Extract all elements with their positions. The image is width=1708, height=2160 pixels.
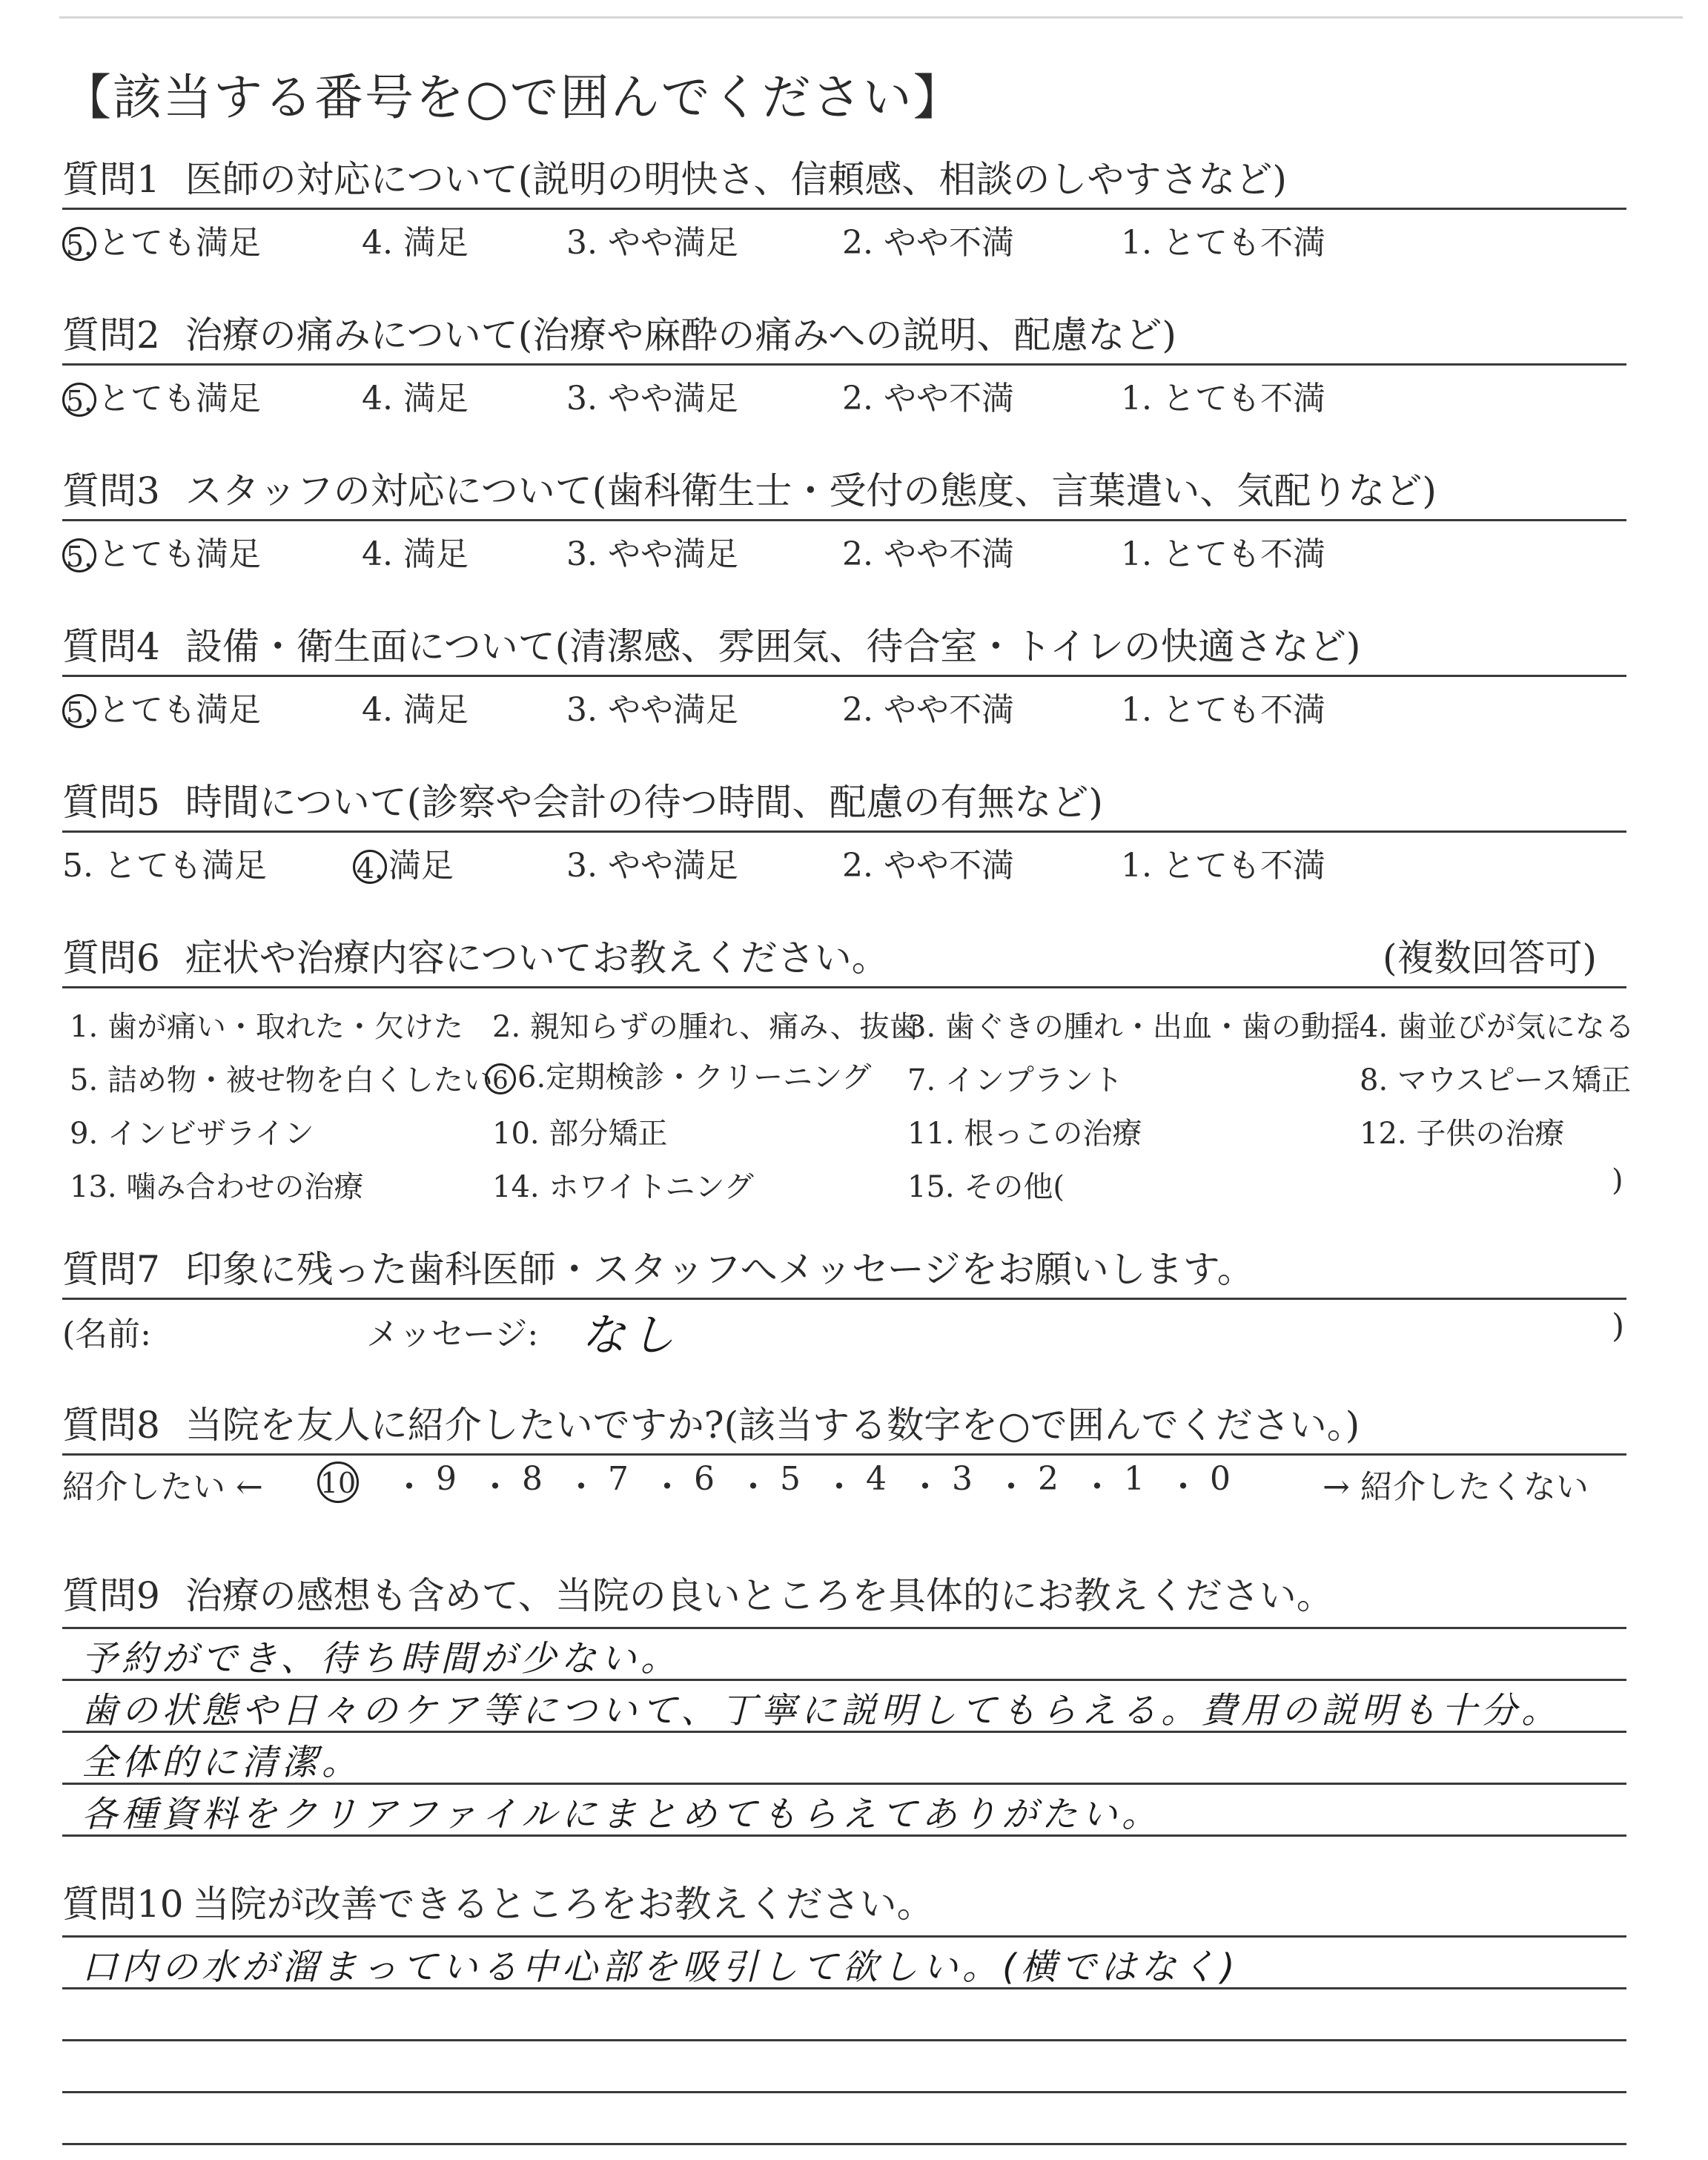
- treatment-option[interactable]: 14. ホワイトニング: [492, 1170, 754, 1204]
- treatment-options: [62, 988, 1635, 1211]
- answer-line: [62, 1935, 1626, 1938]
- selection-circle: 5.: [62, 227, 96, 261]
- question-title: 当院が改善できるところをお教えください。: [192, 1883, 934, 1926]
- handwritten-answer[interactable]: 各種資料をクリアファイルにまとめてもらえてありがたい。: [82, 1794, 1162, 1835]
- handwritten-answer[interactable]: 口内の水が溜まっている中心部を吸引して欲しい。(横ではなく): [82, 1946, 1239, 1988]
- treatment-option[interactable]: 2. 親知らずの腫れ、痛み、抜歯: [492, 1010, 919, 1044]
- scale-value[interactable]: 5: [780, 1460, 801, 1498]
- answer-line: [62, 2091, 1626, 2093]
- question-title: 治療の痛みについて(治療や麻酔の痛みへの説明、配慮など): [185, 314, 1176, 357]
- question-number: 質問1: [62, 158, 160, 201]
- question-2: [62, 311, 1626, 417]
- rating-options: [62, 366, 1626, 417]
- message-row: [62, 1300, 1626, 1359]
- selection-circle: 6: [485, 1063, 516, 1094]
- option-1[interactable]: 1. とても不満: [1121, 691, 1325, 729]
- option-2[interactable]: 2. やや不満: [842, 380, 1014, 417]
- option-2[interactable]: 2. やや不満: [842, 224, 1014, 262]
- question-title: 印象に残った歯科医師・スタッフへメッセージをお願いします。: [185, 1248, 1254, 1291]
- scale-value[interactable]: 4: [866, 1460, 887, 1498]
- scale-value[interactable]: 6: [694, 1460, 715, 1498]
- option-5[interactable]: 5. とても満足: [62, 847, 267, 885]
- treatment-option[interactable]: 8. マウスピース矯正: [1360, 1063, 1632, 1097]
- other-close-paren: ): [1612, 1163, 1623, 1198]
- question-9: [62, 1572, 1626, 1619]
- question-number: 質問9: [62, 1574, 160, 1617]
- scale-value[interactable]: 2: [1038, 1460, 1059, 1498]
- option-4[interactable]: 4. 満足: [362, 224, 469, 262]
- question-7: [62, 1246, 1626, 1359]
- rating-options: [62, 677, 1626, 729]
- question-1: [62, 156, 1626, 262]
- treatment-option[interactable]: 11. 根っこの治療: [907, 1117, 1142, 1151]
- option-1[interactable]: 1. とても不満: [1121, 380, 1325, 417]
- question-5: [62, 779, 1626, 885]
- scale-value[interactable]: 1: [1124, 1460, 1145, 1498]
- message-label: メッセージ:: [366, 1315, 539, 1353]
- treatment-option[interactable]: 1. 歯が痛い・取れた・欠けた: [70, 1010, 463, 1044]
- question-title: 当院を友人に紹介したいですか?(該当する数字を○で囲んでください。): [185, 1404, 1360, 1447]
- option-5[interactable]: 5. とても満足: [62, 216, 261, 263]
- treatment-option-selected[interactable]: 6 6.定期検診・クリーニング: [485, 1054, 871, 1096]
- option-5[interactable]: 5. とても満足: [62, 683, 261, 730]
- scale-value[interactable]: 7: [608, 1460, 629, 1498]
- name-label: (名前:: [62, 1315, 151, 1353]
- option-5[interactable]: 5. とても満足: [62, 371, 261, 419]
- question-8: [62, 1401, 1626, 1507]
- instruction-header: 【該当する番号を○で囲んでください】: [62, 69, 964, 126]
- option-2[interactable]: 2. やや不満: [842, 691, 1014, 729]
- selection-circle: 5.: [62, 383, 96, 417]
- rating-options: [62, 210, 1626, 262]
- treatment-option[interactable]: 5. 詰め物・被せ物を白くしたい: [70, 1063, 493, 1097]
- treatment-option-other[interactable]: 15. その他(: [907, 1170, 1065, 1204]
- top-border: [59, 16, 1683, 19]
- question-title: 症状や治療内容についてお教えください。: [185, 937, 889, 980]
- scale-right-label: → 紹介したくない: [1323, 1468, 1589, 1506]
- answer-line: [62, 1627, 1626, 1629]
- answer-line: [62, 2143, 1626, 2145]
- question-title: 医師の対応について(説明の明快さ、信頼感、相談のしやすさなど): [185, 158, 1287, 201]
- option-1[interactable]: 1. とても不満: [1121, 224, 1325, 262]
- question-title: 設備・衛生面について(清潔感、雰囲気、待合室・トイレの快適さなど): [185, 625, 1361, 668]
- option-4[interactable]: 4. 満足: [362, 691, 469, 729]
- question-number: 質問7: [62, 1248, 160, 1291]
- option-3[interactable]: 3. やや満足: [566, 847, 738, 885]
- handwritten-answer[interactable]: 予約ができ、待ち時間が少ない。: [82, 1638, 681, 1680]
- question-number: 質問5: [62, 781, 160, 824]
- message-field[interactable]: なし: [581, 1309, 679, 1361]
- scale-left-label: 紹介したい ←: [62, 1468, 263, 1506]
- option-4[interactable]: 4. 満足: [362, 535, 469, 573]
- option-1[interactable]: 1. とても不満: [1121, 847, 1325, 885]
- option-4[interactable]: 4. 満足: [362, 380, 469, 417]
- scale-value[interactable]: 3: [952, 1460, 973, 1498]
- treatment-option[interactable]: 4. 歯並びが気になる: [1360, 1010, 1635, 1044]
- option-3[interactable]: 3. やや満足: [566, 691, 738, 729]
- option-5[interactable]: 5. とても満足: [62, 527, 261, 575]
- question-number: 質問3: [62, 469, 160, 512]
- question-10: [62, 1880, 1626, 1928]
- recommend-scale: 紹介したい ← 10 ・ 9 ・ 8 ・ 7 ・ 6 ・ 5 ・ 4 ・ 3 ・ 2 ・ 1 ・ 0 → 紹介したくない: [62, 1460, 1589, 1506]
- question-3: [62, 467, 1626, 573]
- option-2[interactable]: 2. やや不満: [842, 847, 1014, 885]
- option-3[interactable]: 3. やや満足: [566, 380, 738, 417]
- treatment-option[interactable]: 9. インビザライン: [70, 1117, 314, 1151]
- option-3[interactable]: 3. やや満足: [566, 535, 738, 573]
- selection-circle: 10: [317, 1462, 359, 1503]
- question-number: 質問2: [62, 314, 160, 357]
- selection-circle: 5.: [62, 538, 96, 572]
- rating-options: [62, 833, 1626, 885]
- question-6: [62, 934, 1635, 1211]
- question-title: 治療の感想も含めて、当院の良いところを具体的にお教えください。: [185, 1574, 1334, 1617]
- question-4: [62, 623, 1626, 729]
- question-title: スタッフの対応について(歯科衛生士・受付の態度、言葉遣い、気配りなど): [185, 469, 1437, 512]
- message-close-paren: ): [1612, 1307, 1625, 1345]
- scale-value[interactable]: 0: [1210, 1460, 1231, 1498]
- rating-options: [62, 521, 1626, 573]
- treatment-option[interactable]: 12. 子供の治療: [1360, 1117, 1565, 1151]
- treatment-option[interactable]: 7. インプラント: [907, 1063, 1123, 1097]
- answer-line: [62, 2039, 1626, 2041]
- treatment-option[interactable]: 10. 部分矯正: [492, 1117, 668, 1151]
- scale-value[interactable]: 8: [522, 1460, 543, 1498]
- treatment-option[interactable]: 13. 噛み合わせの治療: [70, 1170, 364, 1204]
- question-number: 質問6: [62, 937, 160, 980]
- option-3[interactable]: 3. やや満足: [566, 224, 738, 262]
- multiple-answer-note: (複数回答可): [1382, 937, 1597, 980]
- scale-value[interactable]: 9: [436, 1460, 457, 1498]
- question-title: 時間について(診察や会計の待つ時間、配慮の有無など): [185, 781, 1103, 824]
- option-1[interactable]: 1. とても不満: [1121, 535, 1325, 573]
- question-number: 質問4: [62, 625, 160, 668]
- selection-circle: 4.: [353, 850, 387, 884]
- treatment-option[interactable]: 3. 歯ぐきの腫れ・出血・歯の動揺: [907, 1010, 1360, 1044]
- question-number: 質問8: [62, 1404, 160, 1447]
- handwritten-answer[interactable]: 歯の状態や日々のケア等について、丁寧に説明してもらえる。費用の説明も十分。: [82, 1690, 1562, 1731]
- option-4[interactable]: 4. 満足: [353, 839, 454, 886]
- question-number: 質問10: [62, 1883, 184, 1926]
- selection-circle: 5.: [62, 694, 96, 728]
- handwritten-answer[interactable]: 全体的に清潔。: [82, 1742, 363, 1783]
- option-2[interactable]: 2. やや不満: [842, 535, 1014, 573]
